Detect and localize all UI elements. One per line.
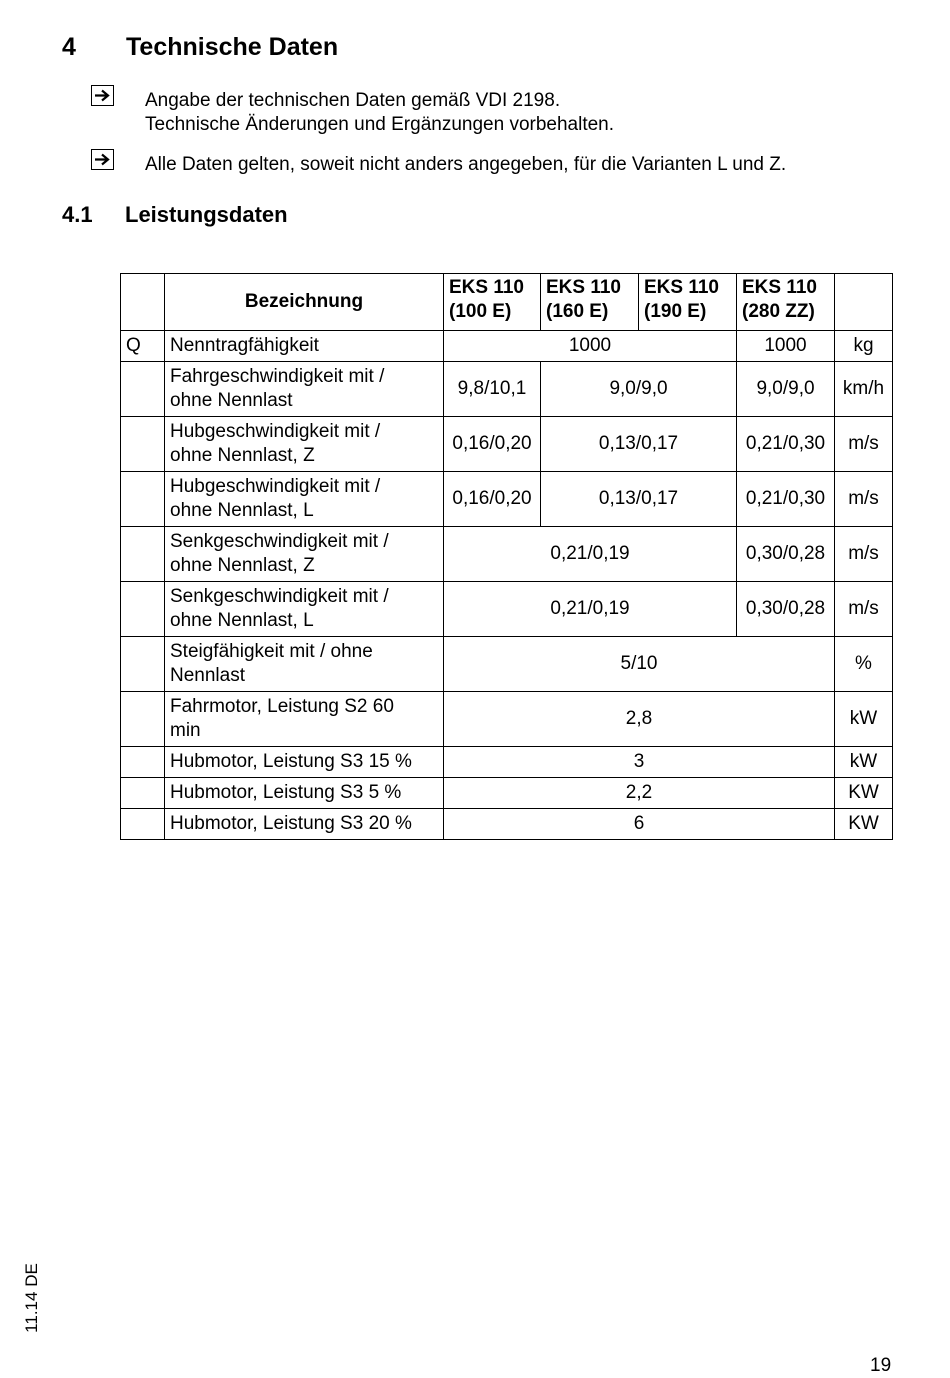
row-label: Hubmotor, Leistung S3 20 % [165,809,444,840]
table-row [121,527,893,582]
row-symbol [121,778,165,809]
table-row [121,417,893,472]
row-value: 6 [444,809,835,840]
header-col-100e: EKS 110 (100 E) [444,274,541,331]
header-symbol-cell [121,274,165,331]
subsection-number: 4.1 [62,202,93,227]
table-row [121,582,893,637]
row-label: Hubgeschwindigkeit mit / ohne Nennlast, L [165,472,444,527]
row-label: Nenntragfähigkeit [165,331,444,362]
note-1 [145,89,614,137]
row-symbol [121,362,165,417]
row-unit: % [835,637,893,692]
row-label: Senkgeschwindigkeit mit / ohne Nennlast, L [165,582,444,637]
row-unit: KW [835,778,893,809]
row-label: Hubmotor, Leistung S3 15 % [165,747,444,778]
header-col-160e: EKS 110 (160 E) [541,274,639,331]
table-row [121,362,893,417]
table-header-row [121,274,893,331]
row-symbol [121,417,165,472]
row-value: 0,21/0,19 [444,582,737,637]
row-symbol [121,692,165,747]
edition-marker [12,1260,52,1340]
row-value: 0,16/0,20 [444,417,541,472]
row-value: 0,13/0,17 [541,472,737,527]
row-value: 0,21/0,30 [737,472,835,527]
table-row [121,809,893,840]
row-value: 3 [444,747,835,778]
row-value: 0,21/0,30 [737,417,835,472]
row-value: 2,2 [444,778,835,809]
performance-data-table [120,273,893,840]
header-unit-cell [835,274,893,331]
row-value: 9,0/9,0 [737,362,835,417]
table-row [121,331,893,362]
table-row [121,472,893,527]
section-number: 4 [62,33,76,61]
row-value: 0,30/0,28 [737,582,835,637]
row-unit: KW [835,809,893,840]
row-unit: kW [835,692,893,747]
row-value: 2,8 [444,692,835,747]
table-row [121,692,893,747]
row-label: Hubmotor, Leistung S3 5 % [165,778,444,809]
note-2-line-1: Alle Daten gelten, soweit nicht anders angegeben, für die Varianten L und Z. [145,154,787,175]
table-row [121,747,893,778]
note-1-line-2: Technische Änderungen und Ergänzungen vorbehalten. [145,114,615,135]
section-title: Technische Daten [126,33,339,61]
row-value: 0,16/0,20 [444,472,541,527]
row-symbol [121,637,165,692]
row-label: Fahrgeschwindigkeit mit / ohne Nennlast [165,362,444,417]
row-value: 9,8/10,1 [444,362,541,417]
row-label: Senkgeschwindigkeit mit / ohne Nennlast, Z [165,527,444,582]
row-value: 5/10 [444,637,835,692]
row-unit: kg [835,331,893,362]
row-value: 0,21/0,19 [444,527,737,582]
table-row [121,778,893,809]
arrow-right-icon [91,85,114,106]
row-value: 1000 [737,331,835,362]
row-label: Steigfähigkeit mit / ohne Nennlast [165,637,444,692]
row-symbol [121,809,165,840]
row-unit: m/s [835,417,893,472]
row-unit: m/s [835,527,893,582]
subsection-title: Leistungsdaten [125,202,288,227]
arrow-right-icon [91,149,114,170]
row-unit: km/h [835,362,893,417]
row-value: 0,13/0,17 [541,417,737,472]
row-symbol [121,472,165,527]
row-symbol [121,582,165,637]
page-number: 19 [870,1355,892,1376]
row-unit: m/s [835,472,893,527]
edition-label: 11.14 DE [22,1263,41,1333]
row-symbol [121,747,165,778]
header-col-190e: EKS 110 (190 E) [639,274,737,331]
header-col-280zz: EKS 110 (280 ZZ) [737,274,835,331]
row-value: 9,0/9,0 [541,362,737,417]
note-1-line-1: Angabe der technischen Daten gemäß VDI 2198. [145,90,561,111]
row-symbol: Q [121,331,165,362]
row-label: Hubgeschwindigkeit mit / ohne Nennlast, Z [165,417,444,472]
table-row [121,637,893,692]
row-unit: m/s [835,582,893,637]
row-value: 1000 [444,331,737,362]
header-bezeichnung: Bezeichnung [165,274,444,331]
row-unit: kW [835,747,893,778]
row-symbol [121,527,165,582]
row-value: 0,30/0,28 [737,527,835,582]
row-label: Fahrmotor, Leistung S2 60 min [165,692,444,747]
note-2 [145,153,786,177]
